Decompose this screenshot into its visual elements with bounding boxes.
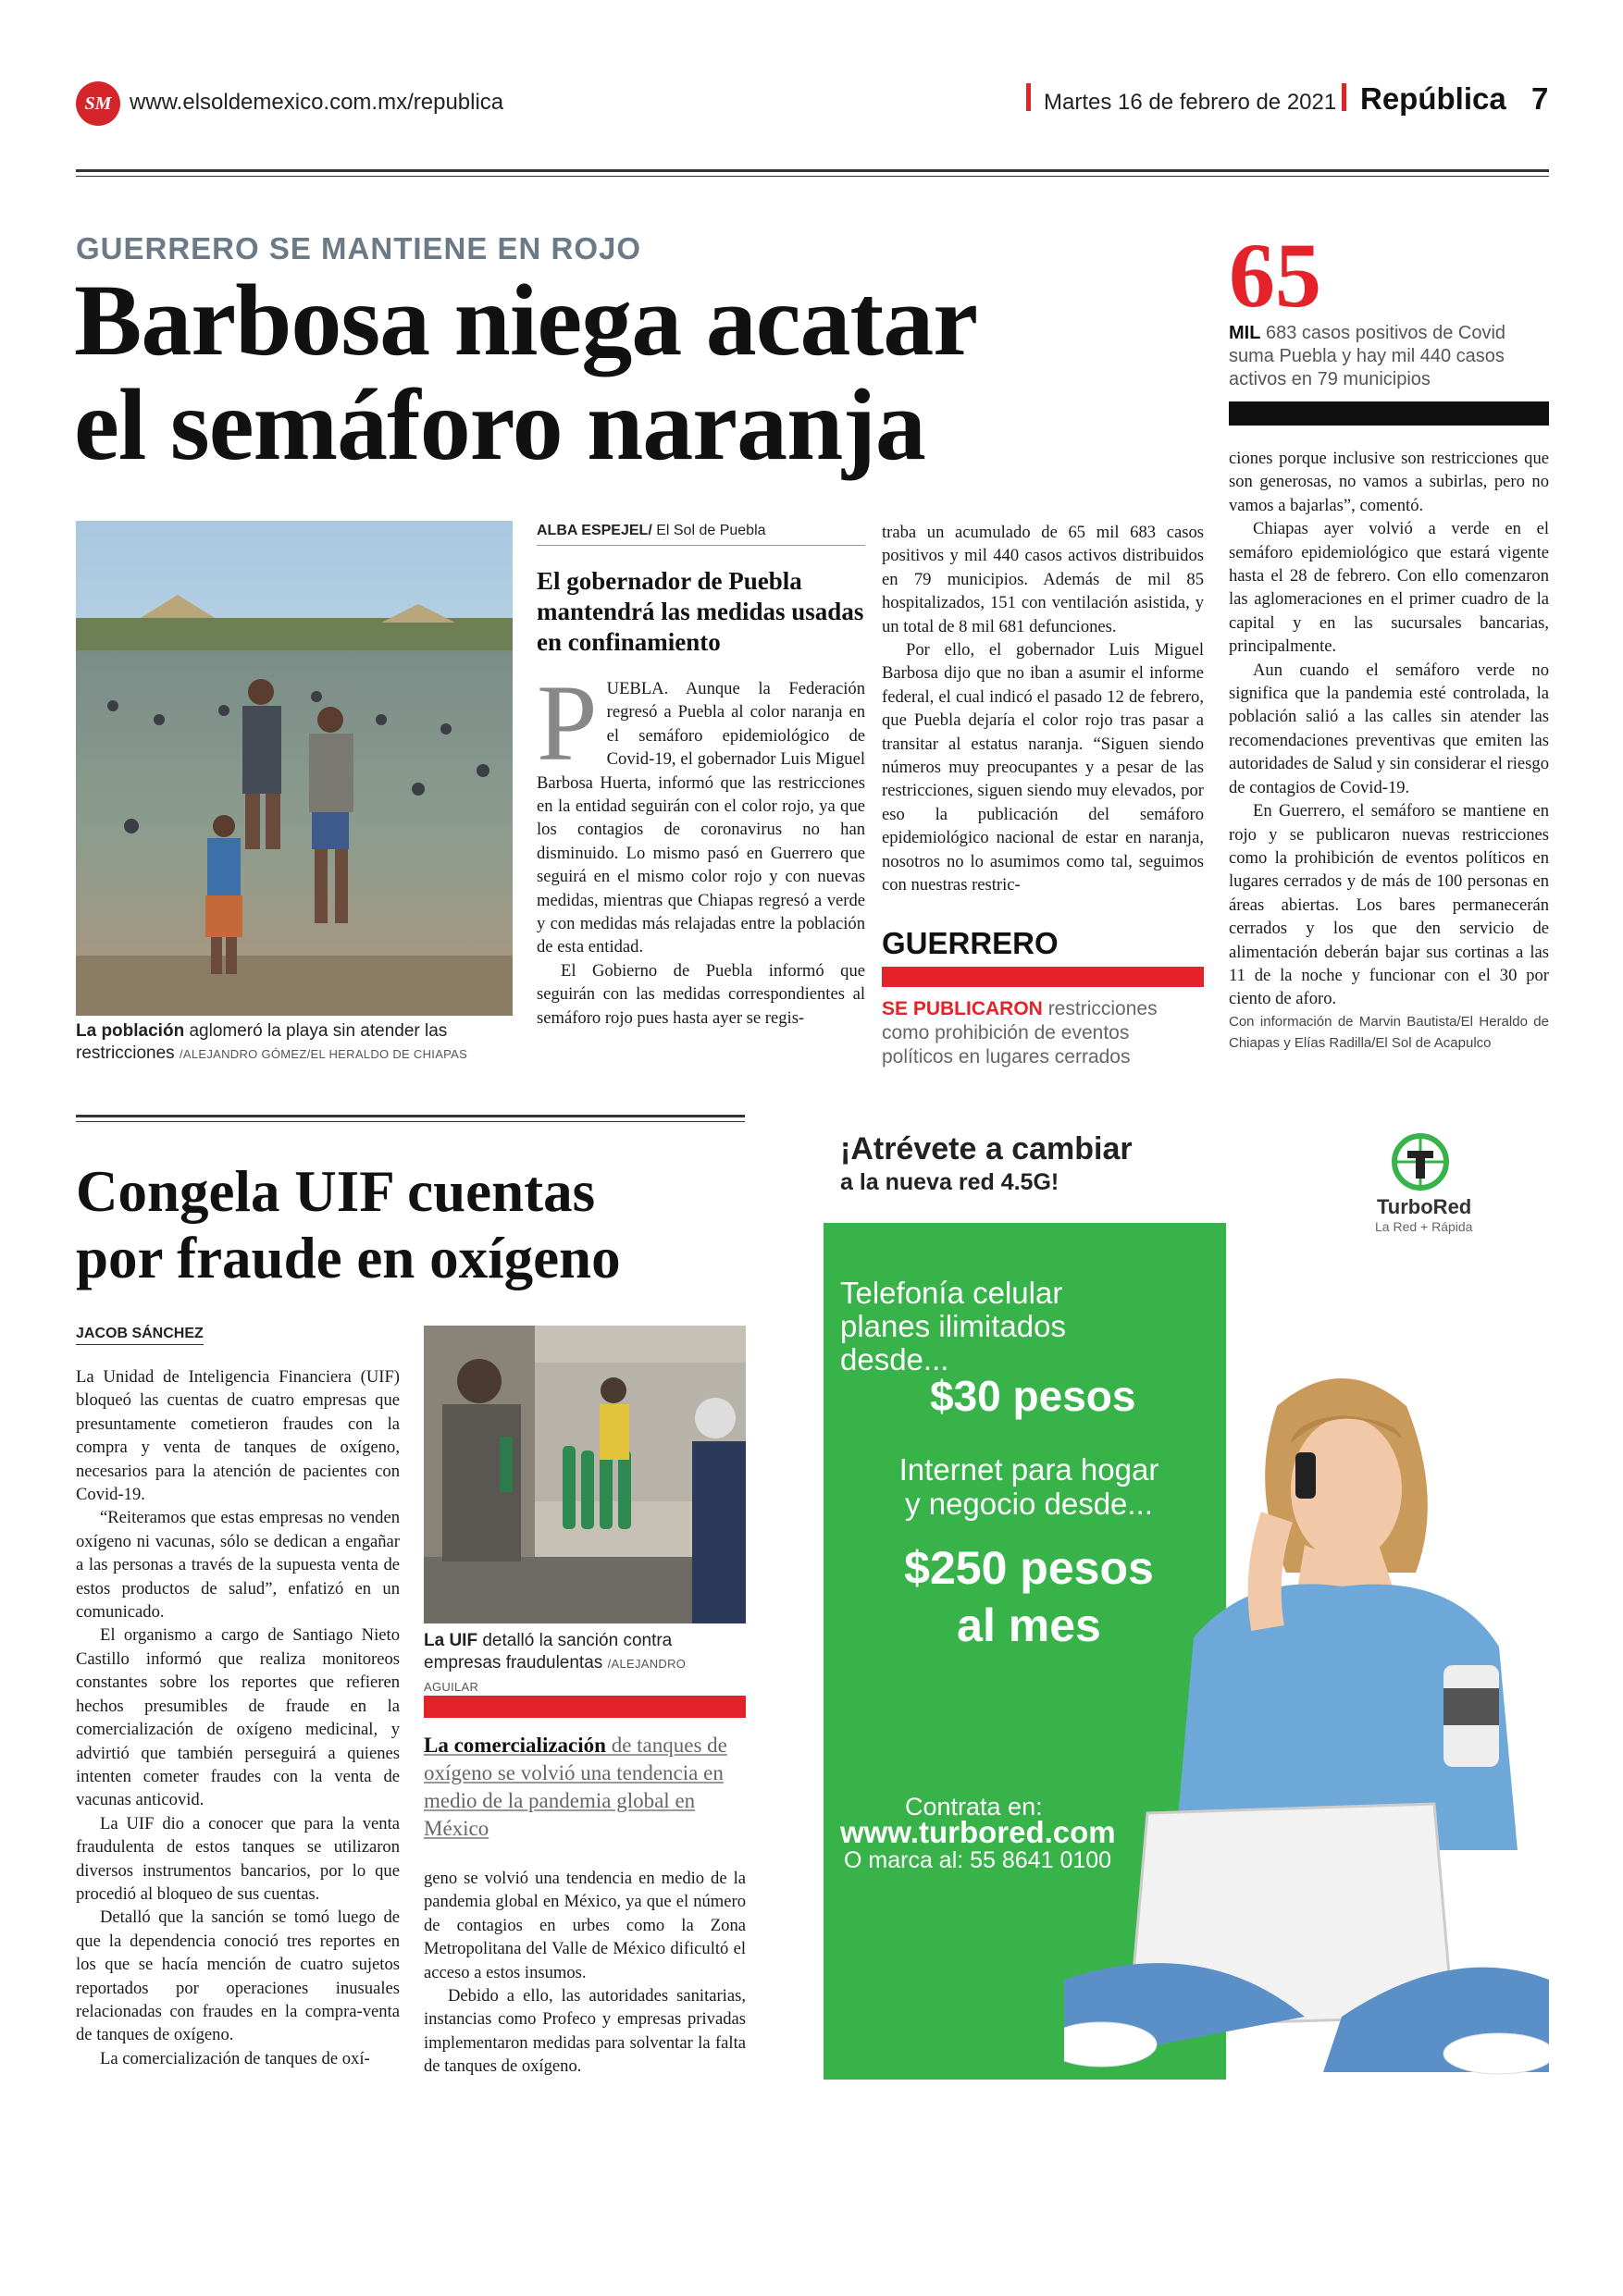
- story1-headline: [74, 264, 1212, 482]
- story1-col2: [882, 521, 1204, 897]
- ad-tagline: La Red + Rápida: [1375, 1219, 1473, 1234]
- s2-col2-para-2: Debido a ello, las autoridades sanitarias, instancias como Profeco y empresas privadas implementaron medidas para solventar la falta de tanques de oxígeno.: [424, 1986, 746, 2077]
- headline-line-2: el semáforo naranja: [74, 368, 925, 482]
- guerrero-box-bar: [882, 967, 1204, 987]
- quote-text: de tanques de oxígeno se volvió una tendencia en medio de la pandemia global en México: [424, 1734, 727, 1840]
- box-desc: restricciones como prohibición de eventos políticos en lugares cerrados: [882, 998, 1158, 1068]
- s2-col2-para-1: geno se volvió una tendencia en medio de la pandemia global en México, ya que el número de contagios en urbes como la Zona Metropolitana del Valle de México dificultó el acceso a estos insumos.: [424, 1869, 746, 1982]
- col1-para-1: UEBLA. Aunque la Federación regresó a Puebla al color naranja en el semáforo epidemiológico de Covid-19, el gobernador Luis Miguel Barbosa Huerta, informó que las restricciones en la entidad seguirán con el color rojo, ya que los contagios de coronavirus no han disminuido. Lo mismo pasó en Guerrero que seguirá en el mismo color rojo y con nuevas medidas, mientras que Chiapas regresó a verde y con medidas más relajadas entre la población de esta entidad.: [537, 679, 865, 957]
- byline-rule: [537, 545, 865, 546]
- story1-col3: [1229, 447, 1549, 1054]
- col2-para-1: traba un acumulado de 65 mil 683 casos positivos y mil 440 casos activos distribuidos en 79 municipios. Además de mil 85 hospitalizados, 151 con ventilación asistida, y un total de 8 mil 681 defunciones.: [882, 523, 1204, 636]
- header-date: Martes 16 de febrero de 2021: [1044, 90, 1337, 115]
- byline-source: El Sol de Puebla: [651, 523, 766, 538]
- dropcap: P: [537, 662, 598, 784]
- ad-contact-phone[interactable]: O marca al: 55 8641 0100: [844, 1847, 1112, 1873]
- ad-title: [840, 1132, 1133, 1199]
- ad-title-2: a la nueva red 4.5G!: [840, 1169, 1059, 1195]
- s2-para-4: La UIF dio a conocer que para la venta fraudulenta de estos tanques se utilizaron diversos instrumentos bancarios, por lo que procedió al bloqueo de sus cuentas.: [76, 1813, 400, 1904]
- stat-text: [1229, 322, 1543, 391]
- caption-credit: /ALEJANDRO GÓMEZ/EL HERALDO DE CHIAPAS: [179, 1047, 468, 1061]
- story2-col2: [424, 1867, 746, 2079]
- ad-contact-url[interactable]: www.turbored.com: [840, 1815, 1116, 1849]
- ad-text-1: [840, 1277, 1066, 1376]
- s2-para-5: Detalló que la sanción se tomó luego de que la dependencia conoció tres reportes en los que se hacía mención de cuatro sujetos reportados por operaciones inusuales relacionadas con fraudes en la compra-venta de tanques de oxígeno.: [76, 1907, 400, 2045]
- guerrero-box-text: [882, 997, 1196, 1069]
- col2-para-2: Por ello, el gobernador Luis Miguel Barbosa dijo que no iban a asumir el informe federal, el cual indicó el pasado 12 de febrero, que Puebla dejaría el color rojo tras pasar a transitar al estatus naranja. “Siguen siendo números muy preocupantes y a pesar de las restricciones, siguen siendo muy elevados, por eso la publicación del semáforo epidemiológico nacional de estar en naranja, nosotros no lo asumimos como tal, seguimos con nuestras restric-: [882, 640, 1204, 895]
- ad-text1-line3: desde...: [840, 1342, 949, 1376]
- box-bold: SE PUBLICARON: [882, 998, 1043, 1019]
- story2-rule: [76, 1115, 745, 1122]
- story1-col1: [537, 662, 865, 1030]
- story2-col1: [76, 1365, 400, 2070]
- byline-name: ALBA ESPEJEL/: [537, 523, 652, 538]
- oxygen-photo-caption: [424, 1630, 743, 1698]
- pull-quote: [424, 1732, 743, 1843]
- story1-kicker: GUERRERO SE MANTIENE EN ROJO: [76, 231, 642, 265]
- s2-caption-credit: /ALEJANDRO AGUILAR: [424, 1657, 687, 1694]
- col3-credit: Con información de Marvin Bautista/El Heraldo de Chiapas y Elías Radilla/El Sol de Acapulco: [1229, 1013, 1549, 1051]
- s2-para-3: El organismo a cargo de Santiago Nieto Castillo informó que realiza monitoreos constantes sobre los reportes que refieren hechos presumibles de fraude en la comercialización de oxígeno medicinal, y advirtió que también perseguirá a quienes intenten cometer fraudes con la venta de vacunas anticovid.: [76, 1625, 400, 1810]
- col3-para-3: Aun cuando el semáforo verde no significa que la pandemia esté controlada, la población salió a las calles sin atender las recomendaciones preventivas que emiten las autoridades de Salud y sin considerar el riesgo de contagios de Covid-19.: [1229, 660, 1549, 797]
- stat-number: 65: [1229, 224, 1321, 327]
- newspaper-logo: SM: [76, 81, 120, 126]
- ad-brand: TurboRed: [1377, 1195, 1472, 1218]
- caption-bold: La población: [76, 1021, 185, 1041]
- guerrero-box-title: GUERRERO: [882, 926, 1059, 960]
- col3-para-2: Chiapas ayer volvió a verde en el semáforo epidemiológico que estará vigente hasta el 28 de febrero. Con ello comenzaron las aglomeraciones en el primer cuadro de la capital y en las sucursales bancarias, principalmente.: [1229, 519, 1549, 657]
- col3-para-1: ciones porque inclusive son restricciones que son generosas, no vamos a subirlas, pero no vamos a bajarlas”, comentó.: [1229, 449, 1549, 515]
- s2-caption-bold: La UIF: [424, 1631, 478, 1650]
- header-red-tick: [1026, 83, 1031, 111]
- story2-headline-2: por fraude en oxígeno: [76, 1226, 621, 1290]
- stat-desc: 683 casos positivos de Covid suma Puebla y hay mil 440 casos activos en 79 municipios: [1229, 323, 1506, 389]
- beach-photo: [76, 521, 513, 1016]
- ad-contact-label: Contrata en:: [905, 1793, 1043, 1821]
- s2-caption-text: detalló la sanción contra empresas fraudulentas: [424, 1631, 673, 1673]
- header-rule: [76, 169, 1549, 177]
- ad-title-1: ¡Atrévete a cambiar: [840, 1131, 1133, 1167]
- header-red-tick-2: [1342, 83, 1346, 111]
- page-number: 7: [1531, 81, 1549, 116]
- col1-para-2: El Gobierno de Puebla informó que seguirán con las medidas correspondientes al semáforo rojo pues hasta ayer se regis-: [537, 960, 865, 1028]
- section-name: República: [1360, 81, 1506, 116]
- oxygen-photo: [424, 1326, 746, 1623]
- ad-text2-line2: y negocio desde...: [905, 1487, 1153, 1521]
- beach-photo-image: [76, 521, 513, 1016]
- beach-photo-caption: [76, 1020, 511, 1066]
- ad-text1-line2: planes ilimitados: [840, 1309, 1066, 1343]
- ad-price2-line2: al mes: [957, 1599, 1101, 1651]
- ad-woman-image: [1064, 1332, 1549, 2080]
- s2-para-6: La comercialización de tanques de oxí-: [100, 2048, 370, 2068]
- stat-bold: MIL: [1229, 323, 1261, 343]
- headline-line-1: Barbosa niega acatar: [74, 264, 978, 376]
- quote-red-bar: [424, 1696, 746, 1718]
- ad-text2-line1: Internet para hogar: [898, 1452, 1159, 1487]
- story1-subhead: El gobernador de Puebla mantendrá las medidas usadas en confinamiento: [537, 567, 864, 656]
- s2-para-1: La Unidad de Inteligencia Financiera (UIF) bloqueó las cuentas de cuatro empresas que presuntamente cometieron fraudes con la compra y venta de tanques de oxígeno, necesarios para la atención de pacientes con Covid-19.: [76, 1367, 400, 1505]
- ad-price-1: $30 pesos: [930, 1372, 1136, 1420]
- s2-para-2: “Reiteramos que estas empresas no venden oxígeno ni vacunas, sólo se dedican a engañar a las personas a través de la supuesta venta de estos productos de salud”, enfatizó en un comunicado.: [76, 1508, 400, 1623]
- ad-price2-line1: $250 pesos: [904, 1542, 1154, 1594]
- ad-text1-line1: Telefonía celular: [840, 1276, 1063, 1310]
- header-url[interactable]: www.elsoldemexico.com.mx/republica: [130, 90, 504, 115]
- story2-headline-1: Congela UIF cuentas: [76, 1159, 596, 1224]
- stat-bar: [1229, 401, 1549, 426]
- story2-byline: JACOB SÁNCHEZ: [76, 1326, 204, 1345]
- col3-para-4: En Guerrero, el semáforo se mantiene en rojo y se publicaron nuevas restricciones como la prohibición de eventos políticos en lugares cerrados y de más de 100 personas en áreas abiertas. Los bares permanecerán cerrados y los que den servicio de alimentación deberán bajar sus cortinas a las 11 de la noche y funcionar con el 30 por ciento de aforo.: [1229, 801, 1549, 1009]
- story1-byline: [537, 523, 766, 539]
- story2-headline: [76, 1158, 621, 1291]
- oxygen-photo-image: [424, 1326, 746, 1623]
- caption-text: aglomeró la playa sin atender las restricciones: [76, 1021, 448, 1063]
- quote-bold: La comercialización: [424, 1734, 606, 1757]
